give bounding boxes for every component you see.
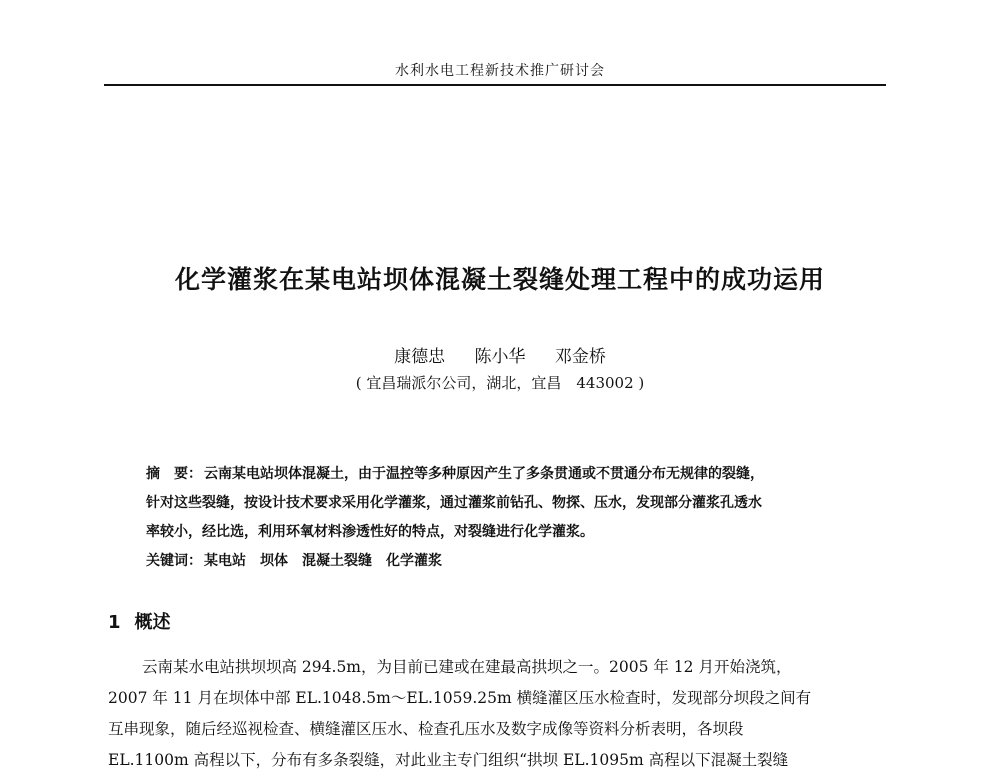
paper-title: 化学灌浆在某电站坝体混凝土裂缝处理工程中的成功运用 bbox=[174, 265, 825, 294]
keywords-line bbox=[146, 547, 866, 576]
body-line: 2007 年 11 月在坝体中部 EL.1048.5m～EL.1059.25m 横缝灌区压水检查时，发现部分坝段之间有 bbox=[108, 689, 812, 707]
abstract-line: 针对这些裂缝，按设计技术要求采用化学灌浆，通过灌浆前钻孔、物探、压水，发现部分灌浆孔透水 bbox=[146, 495, 762, 511]
author-name: 康德忠 bbox=[394, 347, 446, 367]
abstract-label: 摘 要： bbox=[146, 466, 202, 482]
affiliation: ( 宜昌瑞派尔公司，湖北，宜昌 443002 ) bbox=[355, 374, 645, 392]
header-rule bbox=[104, 84, 886, 86]
abstract-text: 云南某电站坝体混凝土，由于温控等多种原因产生了多条贯通或不贯通分布无规律的裂缝， bbox=[204, 466, 764, 482]
author-name: 邓金桥 bbox=[554, 347, 606, 367]
abstract-line: 率较小，经比选，利用环氧材料渗透性好的特点，对裂缝进行化学灌浆。 bbox=[146, 524, 594, 540]
section-number: 1 bbox=[108, 612, 121, 633]
author-name: 陈小华 bbox=[474, 347, 526, 367]
body-line: EL.1100m 高程以下，分布有多条裂缝，对此业主专门组织“拱坝 EL.1095m 高程以下混凝土裂缝 bbox=[108, 751, 789, 769]
section-heading bbox=[108, 608, 171, 634]
body-line: 互串现象，随后经巡视检查、横缝灌区压水、检查孔压水及数字成像等资料分析表明，各坝段 bbox=[108, 720, 744, 738]
running-header: 水利水电工程新技术推广研讨会 bbox=[395, 63, 605, 79]
body-paragraph bbox=[108, 652, 908, 776]
author-list bbox=[0, 342, 1000, 367]
keywords-label: 关键词： bbox=[146, 553, 202, 569]
abstract-line bbox=[146, 460, 866, 489]
body-line: 云南某水电站拱坝坝高 294.5m，为目前已建或在建最高拱坝之一。2005 年 12 月开始浇筑， bbox=[142, 658, 792, 676]
keyword: 混凝土裂缝 bbox=[302, 553, 372, 569]
keyword: 化学灌浆 bbox=[386, 553, 442, 569]
keyword: 某电站 bbox=[204, 553, 246, 569]
keyword: 坝体 bbox=[260, 553, 288, 569]
abstract-block bbox=[146, 460, 866, 576]
section-title: 概述 bbox=[134, 612, 171, 633]
